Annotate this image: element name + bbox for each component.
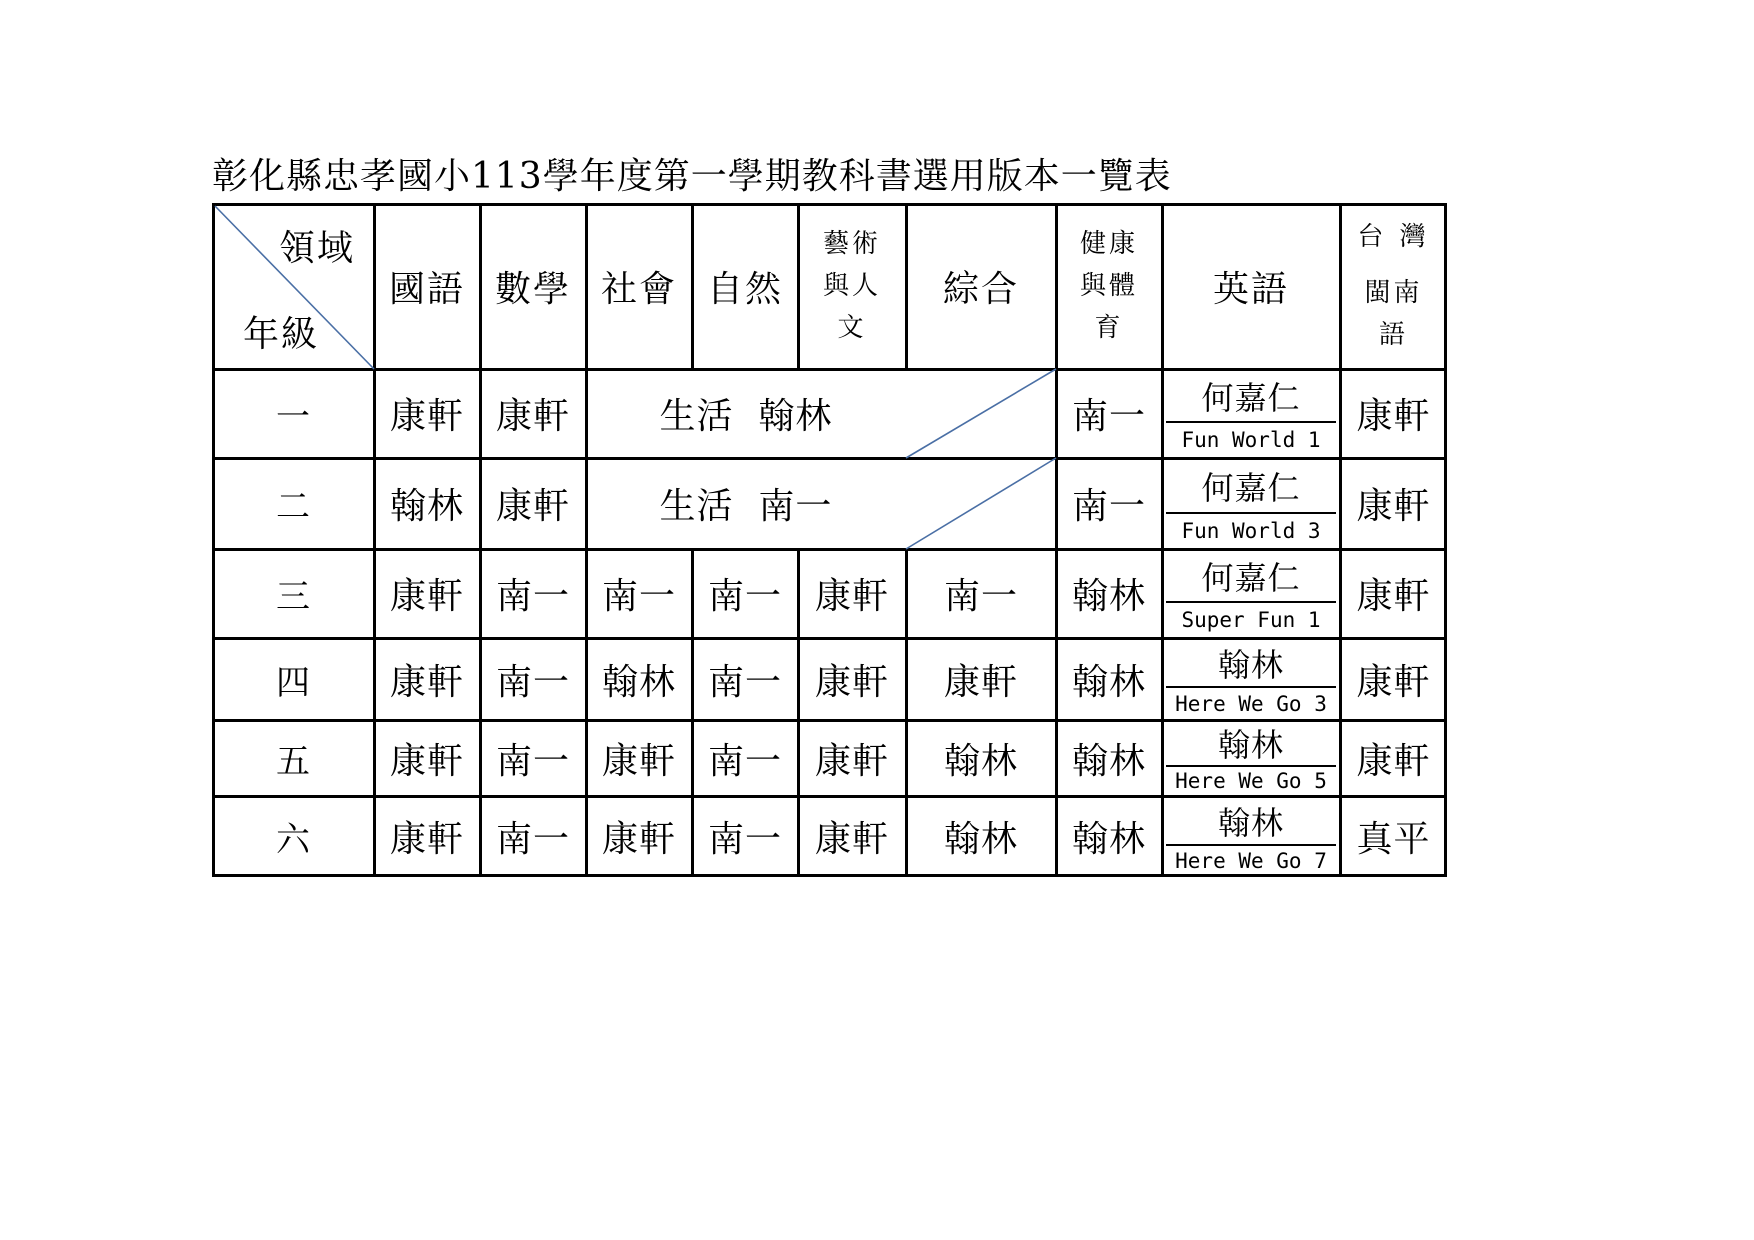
integrative-cell: 翰林: [943, 740, 1018, 782]
taiwanese-cell: 康軒: [1356, 576, 1431, 617]
taiwanese-cell: 康軒: [1356, 486, 1431, 527]
social-cell: 南一: [601, 576, 676, 617]
corner-bottom-label: 年級: [242, 313, 319, 355]
science-cell: 南一: [707, 661, 782, 703]
english-publisher-cell: 翰林: [1217, 645, 1284, 684]
arts-cell: 康軒: [814, 661, 889, 703]
integrative-cell: 翰林: [943, 819, 1018, 860]
science-cell: 南一: [707, 819, 782, 860]
social-cell: 康軒: [601, 819, 676, 860]
science-cell: 南一: [707, 740, 782, 782]
science-cell: 南一: [707, 576, 782, 617]
chinese-cell: 康軒: [389, 396, 464, 437]
header-health-line2: 與體: [1079, 271, 1138, 301]
english-series-cell: Fun World 3: [1181, 519, 1321, 543]
header-science: 自然: [706, 268, 783, 310]
taiwanese-cell: 真平: [1356, 819, 1431, 860]
header-chinese: 國語: [388, 268, 465, 310]
header-health: [1056, 203, 1162, 369]
header-arts: [798, 203, 906, 369]
grade-cell: 五: [276, 741, 310, 782]
grade-cell: 三: [276, 577, 310, 617]
integrative-cell: [906, 458, 1056, 549]
header-taiwanese-line2: 閩南: [1364, 278, 1423, 308]
header-english: 英語: [1212, 268, 1289, 310]
header-health-line3: 育: [1094, 313, 1124, 343]
arts-cell: 康軒: [814, 819, 889, 860]
arts-cell: 康軒: [814, 576, 889, 617]
math-cell: 南一: [495, 576, 570, 617]
health-cell: 南一: [1071, 486, 1146, 527]
header-math: 數學: [494, 268, 571, 310]
corner-top-label: 領域: [278, 227, 355, 269]
header-taiwanese-line3: 語: [1378, 320, 1408, 350]
health-cell: 翰林: [1071, 661, 1146, 703]
english-series-cell: Fun World 1: [1181, 428, 1321, 452]
chinese-cell: 翰林: [389, 486, 464, 527]
grade-cell: 四: [276, 662, 310, 703]
english-publisher-cell: 何嘉仁: [1201, 468, 1301, 507]
taiwanese-cell: 康軒: [1356, 661, 1431, 703]
english-series-cell: Here We Go 5: [1175, 769, 1327, 793]
life-cell: 生活 南一: [659, 486, 833, 527]
english-series-cell: Here We Go 7: [1175, 849, 1327, 873]
integrative-cell: 南一: [943, 576, 1018, 617]
header-health-line1: 健康: [1079, 229, 1138, 259]
english-publisher-cell: 何嘉仁: [1201, 558, 1301, 597]
chinese-cell: 康軒: [389, 740, 464, 782]
header-arts-line3: 文: [837, 313, 867, 343]
header-social: 社會: [600, 268, 677, 310]
english-publisher-cell: 翰林: [1217, 803, 1284, 842]
page-title: 彰化縣忠孝國小113學年度第一學期教科書選用版本一覽表: [212, 156, 1172, 197]
english-series-cell: Super Fun 1: [1181, 608, 1321, 632]
grade-cell: 六: [276, 820, 310, 860]
english-publisher-cell: 翰林: [1217, 726, 1284, 764]
header-taiwanese-line1: 台 灣: [1357, 222, 1430, 252]
arts-cell: 康軒: [814, 740, 889, 782]
chinese-cell: 康軒: [389, 576, 464, 617]
math-cell: 康軒: [495, 486, 570, 527]
header-arts-line1: 藝術: [822, 229, 881, 259]
taiwanese-cell: 康軒: [1356, 740, 1431, 782]
english-series-cell: Here We Go 3: [1175, 691, 1327, 716]
textbook-table: [212, 203, 1447, 877]
grade-cell: 二: [276, 487, 310, 527]
chinese-cell: 康軒: [389, 661, 464, 703]
taiwanese-cell: 康軒: [1356, 396, 1431, 437]
health-cell: 翰林: [1071, 576, 1146, 617]
math-cell: 南一: [495, 661, 570, 703]
header-taiwanese: [1340, 203, 1447, 369]
header-integrative: 綜合: [942, 268, 1019, 310]
chinese-cell: 康軒: [389, 819, 464, 860]
health-cell: 南一: [1071, 396, 1146, 437]
math-cell: 南一: [495, 740, 570, 782]
integrative-cell: [906, 369, 1056, 458]
header-arts-line2: 與人: [822, 271, 881, 301]
grade-cell: 一: [276, 397, 310, 437]
english-publisher-cell: 何嘉仁: [1201, 378, 1301, 417]
health-cell: 翰林: [1071, 740, 1146, 782]
health-cell: 翰林: [1071, 819, 1146, 860]
social-cell: 康軒: [601, 740, 676, 782]
integrative-cell: 康軒: [943, 661, 1018, 703]
math-cell: 南一: [495, 819, 570, 860]
social-cell: 翰林: [601, 661, 676, 703]
life-cell: 生活 翰林: [659, 396, 833, 437]
math-cell: 康軒: [495, 396, 570, 437]
